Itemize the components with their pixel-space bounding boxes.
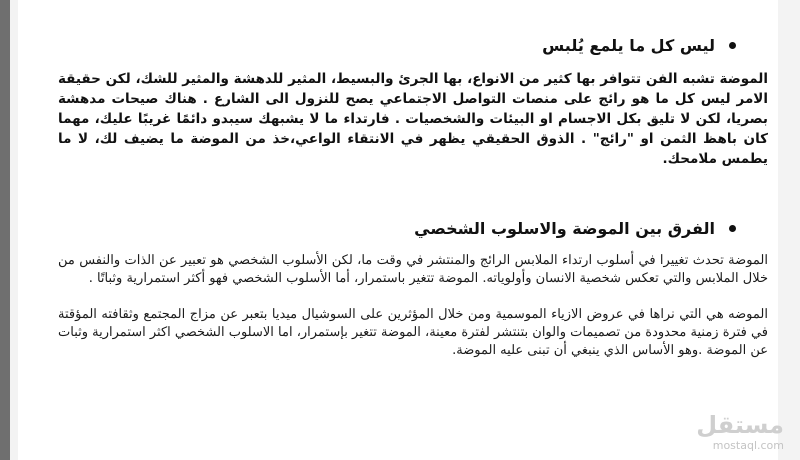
section-heading-1 xyxy=(58,36,758,55)
paragraph: الموضة تشبه الفن تتوافر بها كثير من الانواع، بها الجرئ والبسيط، المثير للدهشة والمثير للشك، لكن حقيقة الامر ليس كل ما هو رائج على منصات التواصل الاجتماعي يصح للنزول الى الشارع . هناك صيحات مدهشة بصريا، لكن لا تليق بكل الاجسام او البيئات والشخصيات . فارتداء ما لا يشبهك سيبدو دائمًا غريبًا عليك، مهما كان باهظ الثمن او "رائج" . الذوق الحقيقي يظهر في الانتقاء الواعي،خذ من الموضة ما يضيف لك، لا ما يطمس ملامحك. xyxy=(58,71,768,167)
window-left-edge xyxy=(0,0,10,460)
document-page xyxy=(18,0,778,460)
watermark xyxy=(696,413,784,452)
watermark-domain: mostaql.com xyxy=(712,439,784,452)
paragraph: الموضه هي التي نراها في عروض الازياء الموسمية ومن خلال المؤثرين على السوشيال ميديا بتعبر عن مزاج المجتمع وثقافته المؤقتة في فترة زمنية محدودة من تصميمات والوان بتنتشر لفترة معينة، الموضة تتغير بإستمرار، اما الاسلوب الشخصي اكثر استمرارية وثبات عن الموضة .وهو الأساس الذي ينبغي أن تبنى عليه الموضة. xyxy=(58,307,768,358)
bullet-icon xyxy=(729,225,736,232)
paragraph: الموضة تحدث تغييرا في أسلوب ارتداء الملابس الرائج والمنتشر في وقت ما، لكن الأسلوب الشخصي هو تعبير عن الذات والنفس من خلال الملابس والتي تعكس شخصية الانسان وأولوياته. الموضة تتغير باستمرار، أما الأسلوب الشخصي فهو أكثر استمرارية وثباتًا . xyxy=(58,253,768,286)
watermark-logo xyxy=(696,413,784,437)
heading-text: الفرق بين الموضة والاسلوب الشخصي xyxy=(414,219,715,238)
bullet-icon xyxy=(729,42,736,49)
watermark-brand: مستقل xyxy=(696,411,784,439)
section-heading-2 xyxy=(58,219,758,238)
document-body xyxy=(58,36,768,360)
heading-text: ليس كل ما يلمع يُلبس xyxy=(542,36,715,55)
